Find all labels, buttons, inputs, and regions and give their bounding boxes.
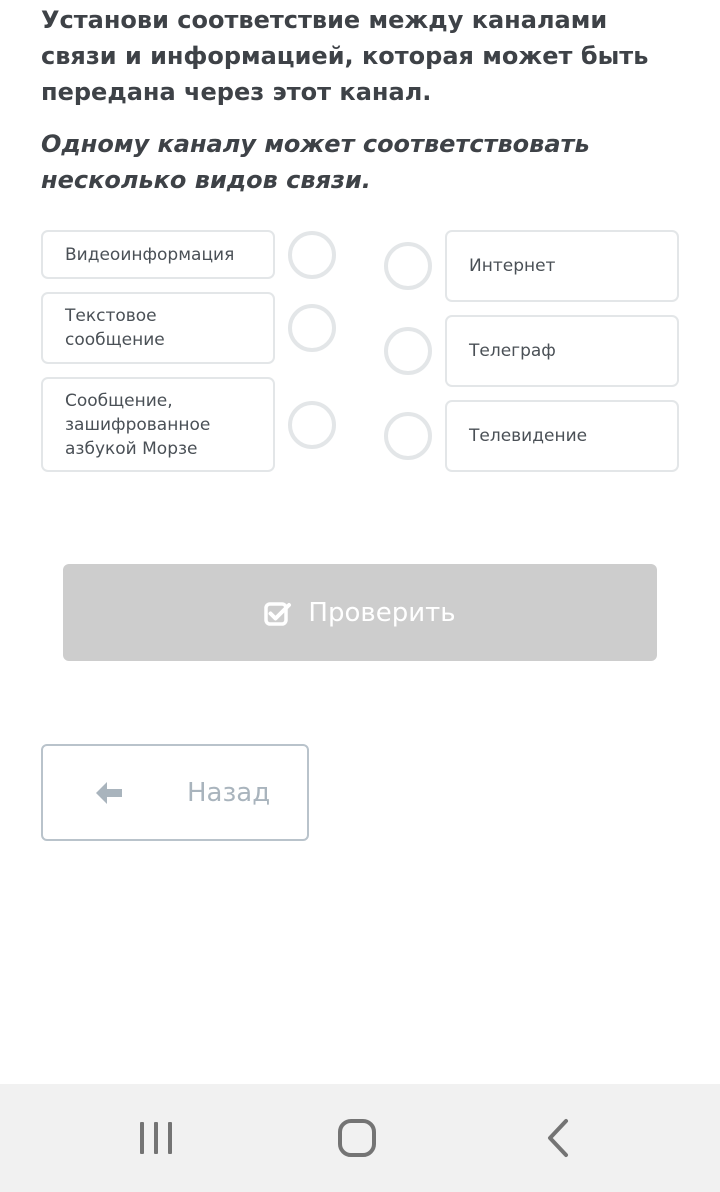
left-item-label: Текстовое сообщение: [65, 306, 165, 350]
left-connector-dot[interactable]: [288, 231, 336, 279]
back-icon[interactable]: [526, 1106, 590, 1170]
back-button[interactable]: [41, 744, 309, 841]
right-connector-dot[interactable]: [384, 412, 432, 460]
right-item-label: Телеграф: [469, 341, 556, 361]
left-item-card[interactable]: [41, 230, 275, 279]
check-button[interactable]: [63, 564, 657, 661]
home-icon[interactable]: [325, 1106, 389, 1170]
back-button-label: Назад: [187, 778, 271, 808]
right-connector-dot[interactable]: [384, 327, 432, 375]
task-title: Установи соответствие между каналами связи и информацией, которая может быть передана через этот канал.: [41, 6, 649, 106]
right-item-card[interactable]: [445, 400, 679, 472]
check-button-label: Проверить: [308, 597, 456, 628]
right-item-label: Телевидение: [469, 426, 588, 446]
left-connector-dot[interactable]: [288, 401, 336, 449]
checkbox-check-icon: [264, 600, 292, 626]
system-nav-bar: [0, 1084, 720, 1192]
arrow-left-icon: [95, 781, 123, 805]
left-connector-dot[interactable]: [288, 304, 336, 352]
left-item-label: Видеоинформация: [65, 244, 235, 265]
right-connector-dot[interactable]: [384, 242, 432, 290]
recent-apps-icon[interactable]: [124, 1106, 188, 1170]
left-item-card[interactable]: [41, 377, 275, 472]
task-hint: Одному каналу может соответствовать несколько видов связи.: [41, 130, 590, 194]
right-item-label: Интернет: [469, 256, 556, 276]
left-item-card[interactable]: [41, 292, 275, 364]
right-item-card[interactable]: [445, 315, 679, 387]
right-item-card[interactable]: [445, 230, 679, 302]
left-item-label: Сообщение, зашифрованное азбукой Морзе: [65, 390, 211, 459]
